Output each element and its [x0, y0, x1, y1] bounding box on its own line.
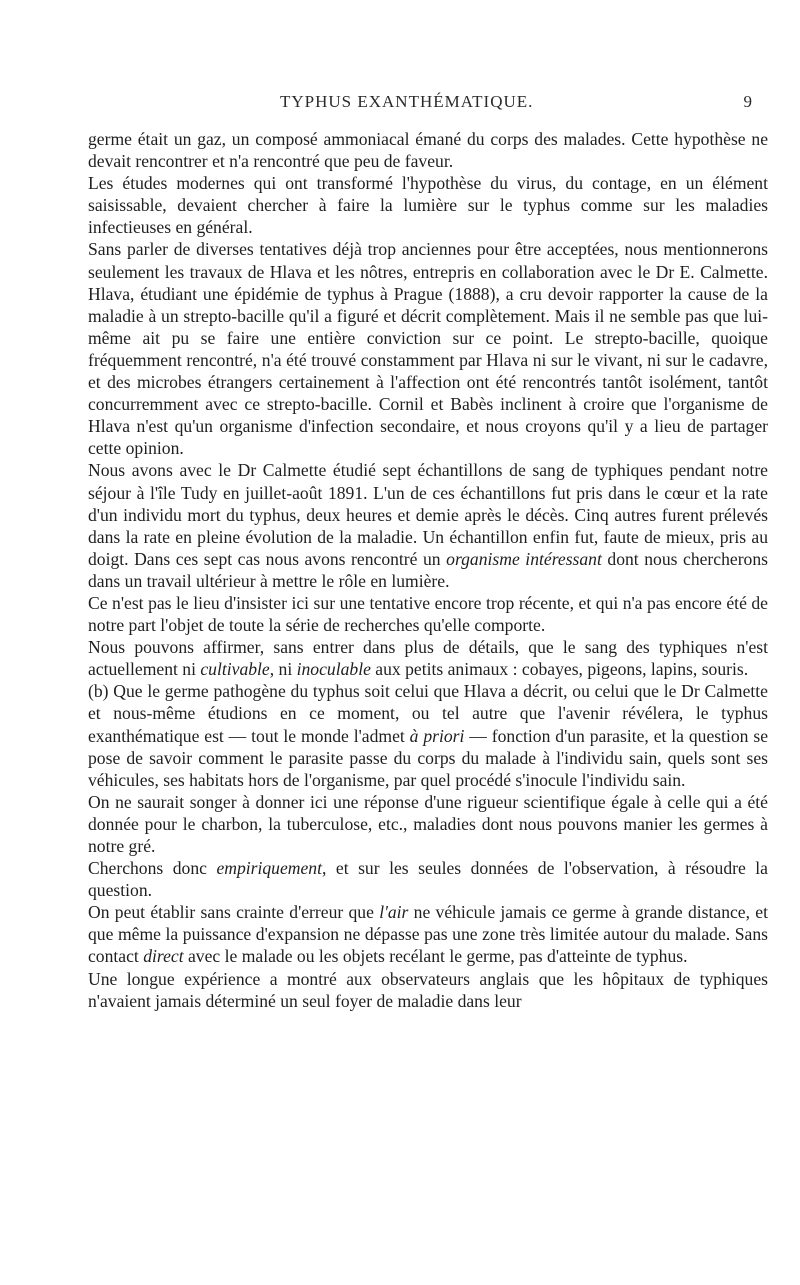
paragraph: germe était un gaz, un composé ammoniacal émané du corps des malades. Cette hypothèse ne devait rencontrer et n'a rencontré que peu de faveur.: [88, 129, 768, 172]
running-title: TYPHUS EXANTHÉMATIQUE.: [280, 92, 534, 111]
paragraph: Les études modernes qui ont transformé l'hypothèse du virus, du contage, en un élément saisissable, devaient chercher à faire la lumière sur le typhus comme sur les maladies infectieuses en général.: [88, 173, 768, 238]
paragraph: On ne saurait songer à donner ici une réponse d'une rigueur scientifique égale à celle qui a été donnée pour le charbon, la tuberculose, etc., maladies dont nous pouvons manier les germes à notre gré.: [88, 791, 768, 856]
body-text: [88, 128, 768, 1012]
paragraph: Nous avons avec le Dr Calmette étudié sept échantillons de sang de typhiques pendant notre séjour à l'île Tudy en juillet-août 1891. L'un de ces échantillons fut pris dans le cœur et la rate d'un individu mort du typhus, deux heures et demie après le décès. Cinq autres furent prélevés dans la rate en pleine évolution de la maladie. Un échantillon enfin fut, faute de mieux, pris au doigt. Dans ces sept cas nous avons rencontré un organisme intéressant dont nous chercherons dans un travail ultérieur à mettre le rôle en lumière.: [88, 460, 768, 591]
page-number: 9: [743, 92, 752, 111]
paragraph: Une longue expérience a montré aux observateurs anglais que les hôpitaux de typhiques n'avaient jamais déterminé un seul foyer de maladie dans leur: [88, 968, 768, 1011]
paragraph: Sans parler de diverses tentatives déjà trop anciennes pour être acceptées, nous mentionnerons seulement les travaux de Hlava et les nôtres, entrepris en collaboration avec le Dr E. Calmette. Hlava, étudiant une épidémie de typhus à Prague (1888), a cru devoir rapporter la cause de la maladie à un strepto-bacille qu'il a figuré et décrit complètement. Mais il ne semble pas que lui-même ait pu se faire une entière conviction sur ce point. Le strepto-bacille, quoique fréquemment rencontré, n'a été trouvé constamment par Hlava ni sur le vivant, ni sur le cadavre, et des microbes étrangers certainement à l'affection ont été rencontrés tantôt isolément, tantôt concurremment avec ce strepto-bacille. Cornil et Babès inclinent à croire que l'organisme de Hlava n'est qu'un organisme d'infection secondaire, et nous croyons qu'il y a lieu de partager cette opinion.: [88, 239, 768, 459]
paragraph: Cherchons donc empiriquement, et sur les seules données de l'observation, à résoudre la question.: [88, 858, 768, 901]
paragraph: (b) Que le germe pathogène du typhus soit celui que Hlava a décrit, ou celui que le Dr Calmette et nous-même étudions en ce moment, ou tel autre que l'avenir révélera, le typhus exanthématique est — tout le monde l'admet à priori — fonction d'un parasite, et la question se pose de savoir comment le parasite passe du corps du malade à l'individu sain, quels sont ses véhicules, ses habitats hors de l'organisme, par quel procédé s'inocule l'individu sain.: [88, 681, 769, 790]
paragraph: Ce n'est pas le lieu d'insister ici sur une tentative encore trop récente, et qui n'a pas encore été de notre part l'objet de toute la série de recherches qu'elle comporte.: [88, 592, 768, 636]
paragraph: On peut établir sans crainte d'erreur que l'air ne véhicule jamais ce germe à grande distance, et que même la puissance d'expansion ne dépasse pas une zone très limitée autour du malade. Sans contact direct avec le malade ou les objets recélant le germe, pas d'atteinte de typhus.: [88, 902, 768, 967]
paragraph: Nous pouvons affirmer, sans entrer dans plus de détails, que le sang des typhiques n'est actuellement ni cultivable, ni inoculable aux petits animaux : cobayes, pigeons, lapins, souris.: [88, 637, 768, 680]
